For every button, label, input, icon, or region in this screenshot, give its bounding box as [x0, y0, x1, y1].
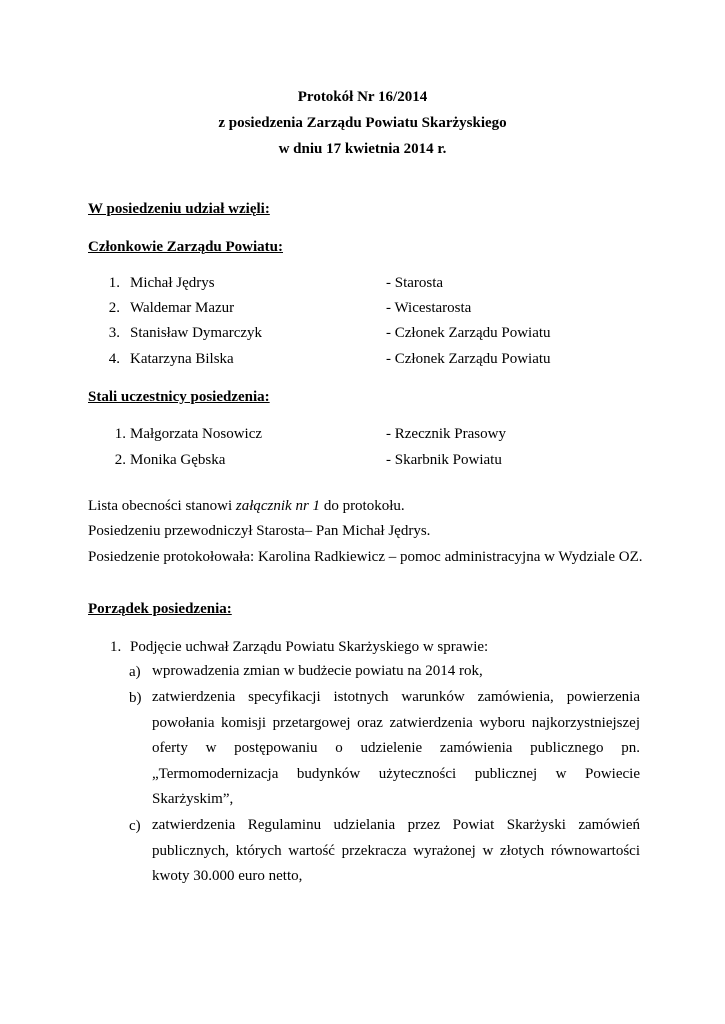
member-role: - Członek Zarządu Powiatu — [386, 325, 551, 341]
participant-row — [0, 451, 725, 471]
participant-role: - Rzecznik Prasowy — [386, 426, 506, 442]
permanent-participants-heading: Stali uczestnicy posiedzenia: — [88, 389, 270, 405]
sub-item-label: a) — [129, 664, 141, 680]
protocol-date: w dniu 17 kwietnia 2014 r. — [278, 141, 447, 157]
protocol-title: Protokół Nr 16/2014 — [297, 89, 428, 105]
list-number: 2. — [108, 300, 120, 316]
sub-item-label: b) — [129, 690, 142, 706]
board-member-row — [0, 324, 725, 344]
board-member-row — [0, 299, 725, 319]
agenda-item-text: Podjęcie uchwał Zarządu Powiatu Skarżyskiego w sprawie: — [130, 639, 489, 655]
sub-item-label: c) — [129, 818, 141, 834]
member-role: - Wicestarosta — [386, 300, 472, 316]
list-number: 3. — [108, 325, 120, 341]
member-role: - Członek Zarządu Powiatu — [386, 351, 551, 367]
attachment-reference: załącznik nr 1 — [235, 498, 321, 514]
list-number: 4. — [108, 351, 120, 367]
sub-item-text: zatwierdzenia Regulaminu udzielania przez Powiat Skarżyski zamówień publicznych, których wartość przekracza wyrażonej w złotych równowartości kwoty 30.000 euro netto, — [152, 817, 640, 884]
list-number: 1. — [114, 426, 126, 442]
agenda-heading: Porządek posiedzenia: — [88, 601, 232, 617]
sub-item-text: wprowadzenia zmian w budżecie powiatu na 2014 rok, — [152, 663, 483, 679]
list-number: 2. — [114, 452, 126, 468]
participant-role: - Skarbnik Powiatu — [386, 452, 502, 468]
board-member-row — [0, 350, 725, 370]
protocol-subtitle: z posiedzenia Zarządu Powiatu Skarżyskiego — [218, 115, 507, 131]
attendance-list-note — [88, 497, 405, 515]
agenda-item-number: 1. — [110, 639, 122, 655]
list-number: 1. — [108, 275, 120, 291]
participant-row — [0, 425, 725, 445]
minutes-taker-note: Posiedzenie protokołowała: Karolina Radkiewicz – pomoc administracyjna w Wydziale OZ. — [88, 549, 643, 565]
sub-item-text: zatwierdzenia specyfikacji istotnych warunków zamówienia, powierzenia powołania komisji przetargowej oraz zatwierdzenia wyboru najkorzystniejszej oferty w postępowaniu o udzielenie zamówienia publicznego pn. „Termomodernizacja budynków użyteczności publicznej w Powiecie Skarżyskim”, — [152, 689, 640, 807]
member-name: Waldemar Mazur — [130, 300, 235, 316]
participant-name: Małgorzata Nosowicz — [130, 426, 263, 442]
participant-name: Monika Gębska — [130, 452, 226, 468]
member-name: Stanisław Dymarczyk — [130, 325, 263, 341]
chair-note: Posiedzeniu przewodniczył Starosta– Pan Michał Jędrys. — [88, 523, 431, 539]
member-role: - Starosta — [386, 275, 444, 291]
attendance-note-after: do protokołu. — [320, 498, 405, 514]
member-name: Michał Jędrys — [130, 275, 215, 291]
attendance-note-before: Lista obecności stanowi — [88, 498, 236, 514]
member-name: Katarzyna Bilska — [130, 351, 234, 367]
board-member-row — [0, 274, 725, 294]
attendance-heading: W posiedzeniu udział wzięli: — [88, 201, 270, 217]
board-members-heading: Członkowie Zarządu Powiatu: — [88, 239, 283, 255]
